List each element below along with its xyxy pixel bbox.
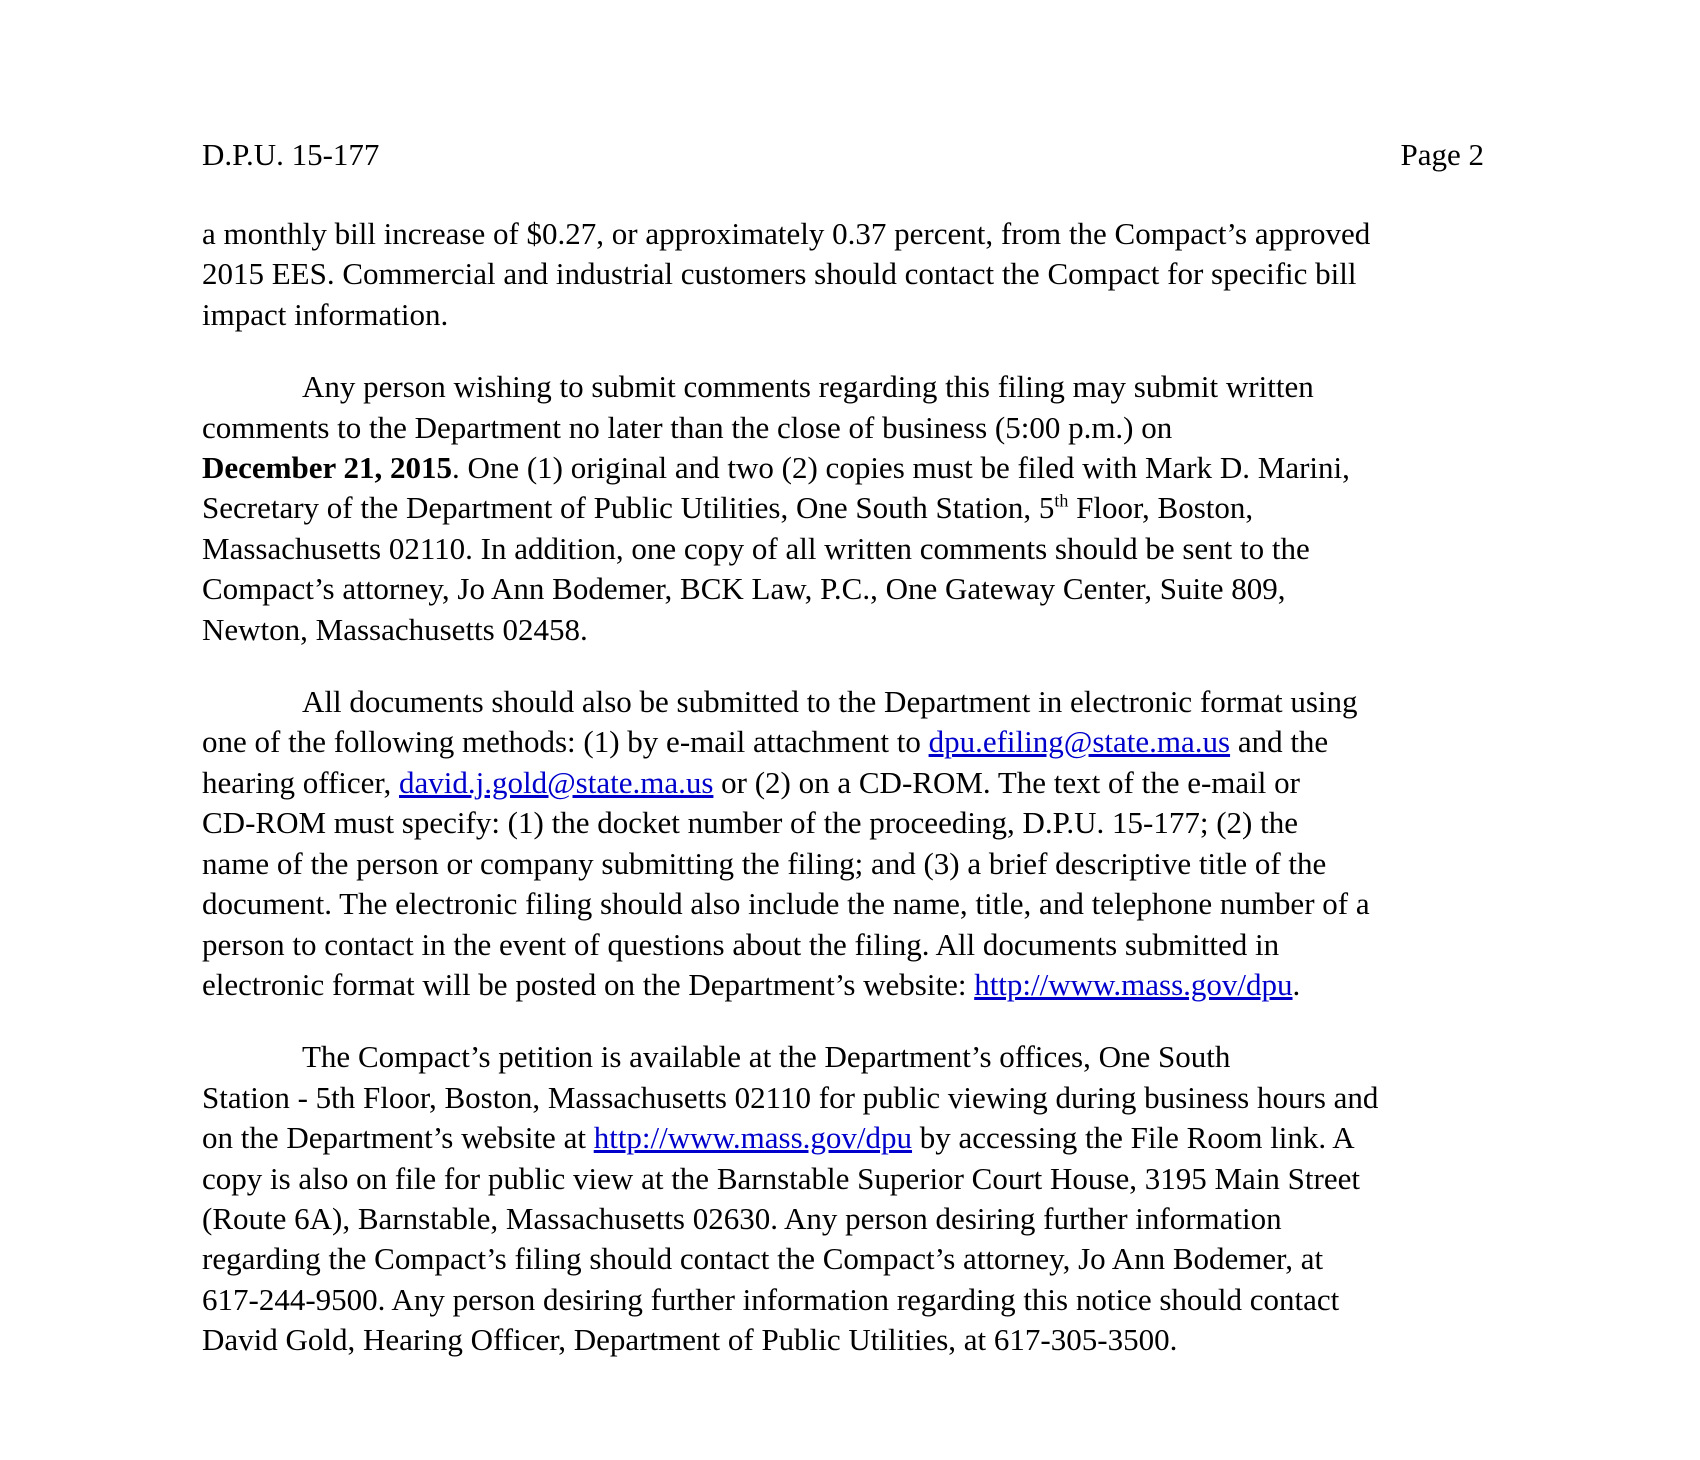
- text-line: [202, 488, 1514, 528]
- text-line: Massachusetts 02110. In addition, one copy of all written comments should be sent to the: [202, 530, 1310, 566]
- text-run: hearing officer,: [202, 764, 400, 800]
- text-line: person to contact in the event of questions about the filing. All documents submitted in: [202, 926, 1280, 962]
- text-line: [202, 763, 1514, 803]
- paragraph-bill-impact: [202, 214, 1514, 335]
- ordinal-suffix: th: [1054, 491, 1069, 512]
- dpu-website-link-2[interactable]: http://www.mass.gov/dpu: [593, 1120, 913, 1156]
- text-run: and the: [1230, 724, 1329, 760]
- text-run: .: [1292, 966, 1301, 1002]
- text-run: one of the following methods: (1) by e-mail attachment to: [202, 724, 929, 760]
- text-line: Any person wishing to submit comments regarding this filing may submit written: [302, 369, 1314, 405]
- text-line: 617-244-9500. Any person desiring further information regarding this notice should contact: [202, 1281, 1340, 1317]
- text-line: comments to the Department no later than the close of business (5:00 p.m.) on: [202, 409, 1173, 445]
- page-header: [202, 135, 1484, 175]
- text-line: [202, 1118, 1514, 1158]
- text-line: Compact’s attorney, Jo Ann Bodemer, BCK Law, P.C., One Gateway Center, Suite 809,: [202, 571, 1286, 607]
- text-run: by accessing the File Room link. A: [912, 1120, 1355, 1156]
- text-line: copy is also on file for public view at the Barnstable Superior Court House, 3195 Main Street: [202, 1160, 1360, 1196]
- text-run: on the Department’s website at: [202, 1120, 594, 1156]
- text-line: [202, 448, 1514, 488]
- text-line: [202, 722, 1514, 762]
- text-line: All documents should also be submitted to the Department in electronic format using: [302, 684, 1358, 720]
- text-run: or (2) on a CD-ROM. The text of the e-mail or: [713, 764, 1300, 800]
- text-line: David Gold, Hearing Officer, Department of Public Utilities, at 617-305-3500.: [202, 1322, 1178, 1358]
- text-line: impact information.: [202, 296, 449, 332]
- text-run: Floor, Boston,: [1068, 490, 1254, 526]
- paragraph-petition-availability: [202, 1037, 1514, 1360]
- document-body: [202, 214, 1514, 1393]
- text-run: Secretary of the Department of Public Utilities, One South Station, 5: [202, 490, 1055, 526]
- hearing-officer-email-link[interactable]: david.j.gold@state.ma.us: [399, 764, 714, 800]
- text-line: (Route 6A), Barnstable, Massachusetts 02630. Any person desiring further information: [202, 1200, 1282, 1236]
- paragraph-comments: [202, 367, 1514, 650]
- text-line: Newton, Massachusetts 02458.: [202, 611, 588, 647]
- text-line: CD-ROM must specify: (1) the docket number of the proceeding, D.P.U. 15-177; (2) the: [202, 805, 1298, 841]
- efiling-email-link[interactable]: dpu.efiling@state.ma.us: [928, 724, 1231, 760]
- text-line: [202, 965, 1514, 1005]
- text-line: a monthly bill increase of $0.27, or approximately 0.37 percent, from the Compact’s approved: [202, 216, 1371, 251]
- docket-number: D.P.U. 15-177: [202, 137, 380, 172]
- comment-deadline: December 21, 2015: [202, 450, 452, 486]
- dpu-website-link[interactable]: http://www.mass.gov/dpu: [974, 966, 1293, 1002]
- page-number: Page 2: [1400, 137, 1484, 172]
- text-line: document. The electronic filing should also include the name, title, and telephone number of a: [202, 886, 1370, 922]
- text-line: The Compact’s petition is available at the Department’s offices, One South: [302, 1039, 1231, 1075]
- text-line: Station - 5th Floor, Boston, Massachusetts 02110 for public viewing during business hours and: [202, 1079, 1379, 1115]
- text-run: electronic format will be posted on the Department’s website:: [202, 966, 975, 1002]
- text-line: name of the person or company submitting the filing; and (3) a brief descriptive title of the: [202, 845, 1327, 881]
- text-line: regarding the Compact’s filing should contact the Compact’s attorney, Jo Ann Bodemer, at: [202, 1241, 1324, 1277]
- text-run: . One (1) original and two (2) copies must be filed with Mark D. Marini,: [451, 450, 1350, 486]
- paragraph-electronic-filing: [202, 682, 1514, 1005]
- text-line: 2015 EES. Commercial and industrial customers should contact the Compact for specific bill: [202, 256, 1357, 292]
